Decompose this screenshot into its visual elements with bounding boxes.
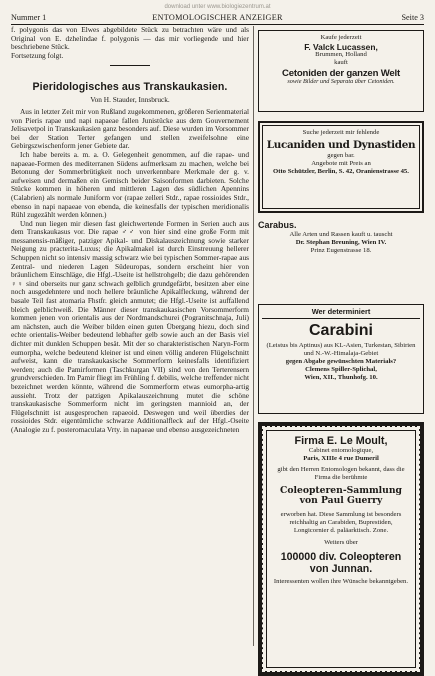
- article-paragraph: Und nun liegen mir diesen fast gleichwertende Formen in Serien auch aus dem Transkaukasus vor. Die rapae ♂♂ von hier sind eine große Form mit messanensis-mäßiger, patziger Apikal- und Diskalauszeichnung sowie starker Neigung zu practerita-Luxus; die Apikalmakel ist durch Einstreuung hellerer Schuppen nicht so intensiv massig schwarz wie bei typischen Sommer-rapae aus Zentral- und niederen Lagen Südeuropas, sondern erscheint hier von bräunlichem Einschläge, die Hfgl.-Useite ist hellstrohgelb; die dazu gehörenden ♀♀ sind oberseits nur ganz schwach gelblich grundgefärbt, besitzen aber eine noch ausgedehntere und noch hellere bräunliche Apikalfleckung, während der basale Teil fast atomaria Fhstfr. gleich anmutet; die Hfgl.-Useite ist auffallend bleich gelblichweiß. Die Männer dieser transkaukasischen Vorsommerform kommen jenen von orientalis aus der Nordmandschurei (Pogranitschnaja, Juli) am nächsten, auch die Weiber bilden einen guten Übergang hiezu, doch sind echte orientalis-Weiber bedeutend lebhafter gelb sowie auch an der Basis viel dichter mit dunklen Schuppen besät. Mit der so charakteristischen Naryn-Form eumorpha, welche bedeutend kleiner ist und einen völlig anderen Flügelschnitt aufweist, kann die transkaukasische Sommerform keinesfalls identifiziert werden; auch die Pamirformen (Taschkurgan VII) sind von den Terterensern grundverschieden. Im Pamir fliegt im Frühling f. debilis, welche treffender nicht bezeichnet werden könnte, während die Sommerform etwas eumorpha-artig aussieht. Trotz der patzigen Apikalauszeichnung mutet die schöne transkaukasische Sommerform nicht im geringsten mannioid an, der Flügelschnitt ist ausgesprochen rapaeoid. Deswegen und weil überdies der rossioides Stdr. eigentümliche schwarze Additionalfleck auf der Hfgl.-Oseite (Analogie zu f. posteromaculata Vrty. in napaeae und ebenso ausgezeichneten: [11, 218, 249, 434]
- ad-carabini-headline: Carabini: [308, 322, 373, 339]
- ad-carabus-person: Dr. Stephan Breuning, Wien IV.: [295, 239, 387, 246]
- ad-schuetzler: [258, 121, 424, 213]
- ad-schuetzler-offer: Angebote mit Preis an: [311, 160, 371, 167]
- ad-le-moult-count: 100000 div. Coleopteren von Junnan.: [280, 550, 402, 575]
- continuation-text: f. polygonis das von Elwes abgebildete Stück zu betrachten wäre und als Original von E. dzhelindae f. polygonis — das mir vorliegende und hier beschriebene Stück.: [11, 26, 249, 52]
- article-title: Pieridologisches aus Transkaukasien.: [32, 81, 228, 94]
- page-number: Seite 3: [401, 13, 424, 22]
- ad-le-moult-weiter: Weiters über: [324, 538, 358, 546]
- ad-schuetzler-inner: [262, 125, 420, 209]
- watermark: download unter www.biologiezentrum.at: [164, 4, 271, 10]
- section-separator: [110, 65, 150, 66]
- ad-carabini-rule: [262, 318, 420, 319]
- header-rule: [11, 24, 424, 25]
- ad-valck-headline: Cetoniden der ganzen Welt: [282, 68, 400, 79]
- ad-le-moult-headline: Coleopteren-Sammlung von Paul Guerry: [280, 485, 402, 507]
- ad-valck-kauft: kauft: [334, 59, 348, 66]
- ad-carabini-question: Wer determiniert: [311, 307, 371, 316]
- issue-number: Nummer 1: [11, 13, 47, 22]
- article-author: Von H. Stauder, Innsbruck.: [90, 95, 170, 105]
- ad-schuetzler-gegen: gegen bar.: [327, 152, 355, 159]
- ad-valck-lucassen: [258, 30, 424, 112]
- ad-carabini: [258, 304, 424, 414]
- ad-carabini-gegen: gegen Abgabe gewünschten Materials?: [285, 358, 397, 365]
- ad-le-moult-info: gibt den Herren Entomologen bekannt, dass die Firma die berühmte: [277, 466, 405, 481]
- continued-note: Fortsetzung folgt.: [11, 50, 64, 60]
- ad-carabus-street: Prinz Eugenstrasse 18.: [310, 247, 372, 254]
- ad-le-moult-sub: Cabinet entomologique,: [308, 447, 374, 454]
- ad-le-moult-address: Paris, XIIIe 4 rue Dumeril: [303, 455, 379, 462]
- ad-le-moult-desc: erworben hat. Diese Sammlung ist besonders reichhaltig an Carabiden, Buprestiden, Longicornier d. paläarktisch. Zone.: [280, 510, 402, 534]
- ad-valck-sub: sowie Bilder und Separata über Cetoniden.: [287, 78, 395, 85]
- ad-schuetzler-intro: Suche jederzeit mir fehlende: [302, 129, 380, 136]
- article-paragraph: Ich habe bereits a. m. a. O. Gelegenheit genommen, auf die rapae- und napaeae-Formen des mediterranen Südens aufmerksam zu machen, welche bei Betonung der Sommerbrütigkeit noch unverkennbare Merkmale der g. v. aufweisen und dermaßen ein Gemisch beider Saisonformen darbieten. Solche Stücke kommen in höheren und mittleren Lagen des südlichen Apennins (Calabrien) als normale Juniform vor (rapae zelleri Stdr., rapae rossioides Stdr., ebenso in napi napaeae von ebenda, die keinesfalls der typischen meridionalis Rühl zugezählt werden können.): [11, 149, 249, 220]
- ad-le-moult-firm: Firma E. Le Moult,: [294, 435, 388, 447]
- ad-carabini-text: (Leistus bis Aptinus) aus KL-Asien, Turkestan, Sibirien und N.-W.-Himalaja-Gebiet: [266, 342, 416, 357]
- ad-valck-name: F. Valck Lucassen,: [304, 42, 378, 52]
- ad-valck-city: Brummen, Holland: [315, 51, 367, 58]
- ad-valck-kaufe: Kaufe jederzeit: [320, 34, 362, 41]
- ad-le-moult: [258, 422, 424, 676]
- ad-le-moult-end: Interessenten wollen ihre Wünsche bekanntgeben.: [273, 577, 409, 585]
- ad-schuetzler-headline: Lucaniden und Dynastiden: [266, 139, 416, 151]
- journal-title: ENTOMOLOGISCHER ANZEIGER: [152, 13, 283, 22]
- page-header: [11, 13, 424, 24]
- ad-carabus-title: Carabus.: [258, 220, 297, 230]
- ad-carabus: [258, 221, 424, 289]
- ad-carabini-person: Clemens Spiller-Splichal,: [305, 366, 377, 373]
- column-divider: [253, 26, 254, 646]
- ad-carabini-address: Wien, XII., Thunhofg. 10.: [304, 374, 378, 381]
- ad-schuetzler-address: Otto Schützler, Berlin, S. 42, Oranienstrasse 45.: [273, 168, 409, 175]
- ad-carabus-text: Alle Arten und Rassen kauft u. tauscht: [289, 231, 393, 238]
- article-paragraph: Aus in letzter Zeit mir von Rußland zugekommenen, größeren Serienmaterial von Pieris rapae und napi napaeae fallen Junistücke aus dem Gouvernement Jelisavetpol in Transkaukasien ganz besonders auf. Diese wurden im Vorsommer bei der Station Terter gefangen und stellen zweifelsohne eine Gebirgszwischenform jener Gebiete dar.: [11, 106, 249, 151]
- article-column: [11, 26, 249, 646]
- ad-le-moult-inner: [266, 430, 416, 668]
